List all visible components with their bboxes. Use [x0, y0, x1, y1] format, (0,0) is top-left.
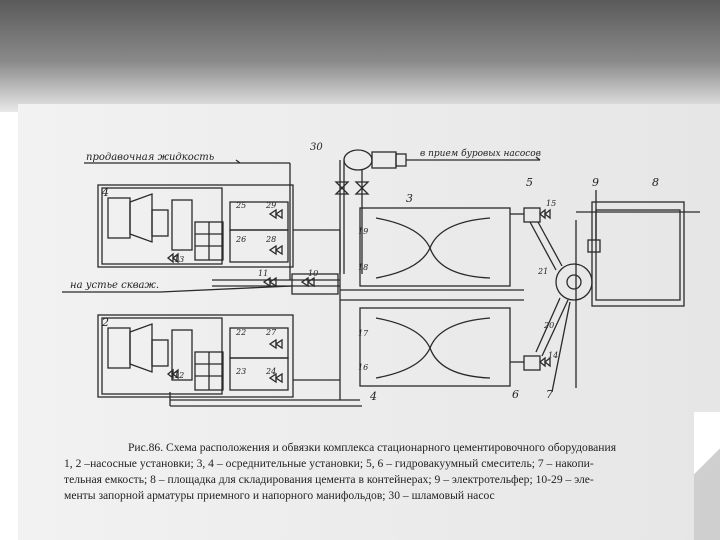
label-25: 25: [236, 201, 247, 210]
mixer-5: [524, 208, 540, 222]
averaging-unit-bottom: [360, 308, 510, 386]
label-8: 8: [652, 176, 659, 189]
caption-line-4: менты запорной арматуры приемного и напорного манифольдов; 30 – шламовый насос: [64, 489, 495, 502]
label-19: 19: [358, 227, 369, 236]
container-platform: [592, 202, 684, 306]
label-18: 18: [358, 263, 369, 272]
valve-29: [270, 210, 282, 218]
label-11: 11: [258, 269, 269, 278]
electric-hoist: [588, 240, 600, 252]
label-flush-fluid: продавочная жидкость: [86, 152, 215, 163]
valve-27: [270, 340, 282, 348]
label-29: 29: [266, 201, 277, 210]
pump-unit-bottom: [98, 315, 293, 397]
label-17: 17: [358, 329, 369, 338]
label-14: 14: [548, 351, 559, 360]
caption-line-1: Рис.86. Схема расположения и обвязки комплекса стационарного цементировочного оборудования: [127, 441, 617, 454]
valve-11: [264, 278, 276, 286]
label-30: 30: [310, 142, 323, 153]
label-20: 20: [544, 321, 555, 330]
label-21: 21: [538, 267, 549, 276]
accumulator-tank: [556, 264, 592, 300]
label-to-mouth: на устье скваж.: [70, 280, 160, 291]
label-5: 5: [526, 176, 533, 189]
label-26: 26: [236, 235, 247, 244]
page-corner-shade: [694, 412, 720, 540]
figure-caption: [64, 440, 680, 504]
caption-line-3: тельная емкость; 8 – площадка для складирования цемента в контейнерах; 9 – электротельфер; 10-29 – эле-: [64, 473, 594, 486]
label-9: 9: [592, 176, 599, 189]
valve-pump-feed: [336, 182, 348, 194]
label-13: 13: [174, 255, 185, 264]
label-12: 12: [174, 371, 185, 380]
label-10: 10: [308, 269, 319, 278]
cementing-equipment-schematic: [40, 130, 700, 430]
caption-line-2: 1, 2 –насосные установки; 3, 4 – осреднительные установки; 5, 6 – гидровакуумный смеситель; 7 – накопи-: [64, 457, 594, 470]
valve-28: [270, 246, 282, 254]
mixer-6: [524, 356, 540, 370]
label-7: 7: [546, 388, 553, 401]
page-number: [0, 296, 1, 317]
label-2: 2: [102, 316, 109, 329]
slurry-pump: [344, 150, 406, 170]
valve-15: [540, 210, 550, 218]
label-to-pumps: в прием буровых насосов: [420, 149, 541, 159]
averaging-unit-top: [360, 208, 510, 286]
label-23: 23: [236, 367, 247, 376]
label-3: 3: [406, 192, 413, 205]
pump-unit-top: [98, 185, 293, 267]
label-15: 15: [546, 199, 557, 208]
label-4: 4: [102, 186, 109, 199]
slide-header-band: [0, 0, 720, 112]
label-27: 27: [266, 328, 277, 337]
label-4-bottom: 4: [370, 390, 377, 403]
label-6: 6: [512, 388, 519, 401]
label-24: 24: [266, 367, 277, 376]
label-16: 16: [358, 363, 369, 372]
label-22: 22: [236, 328, 247, 337]
label-28: 28: [266, 235, 277, 244]
valve-10: [302, 278, 314, 286]
valve-14: [540, 358, 550, 366]
